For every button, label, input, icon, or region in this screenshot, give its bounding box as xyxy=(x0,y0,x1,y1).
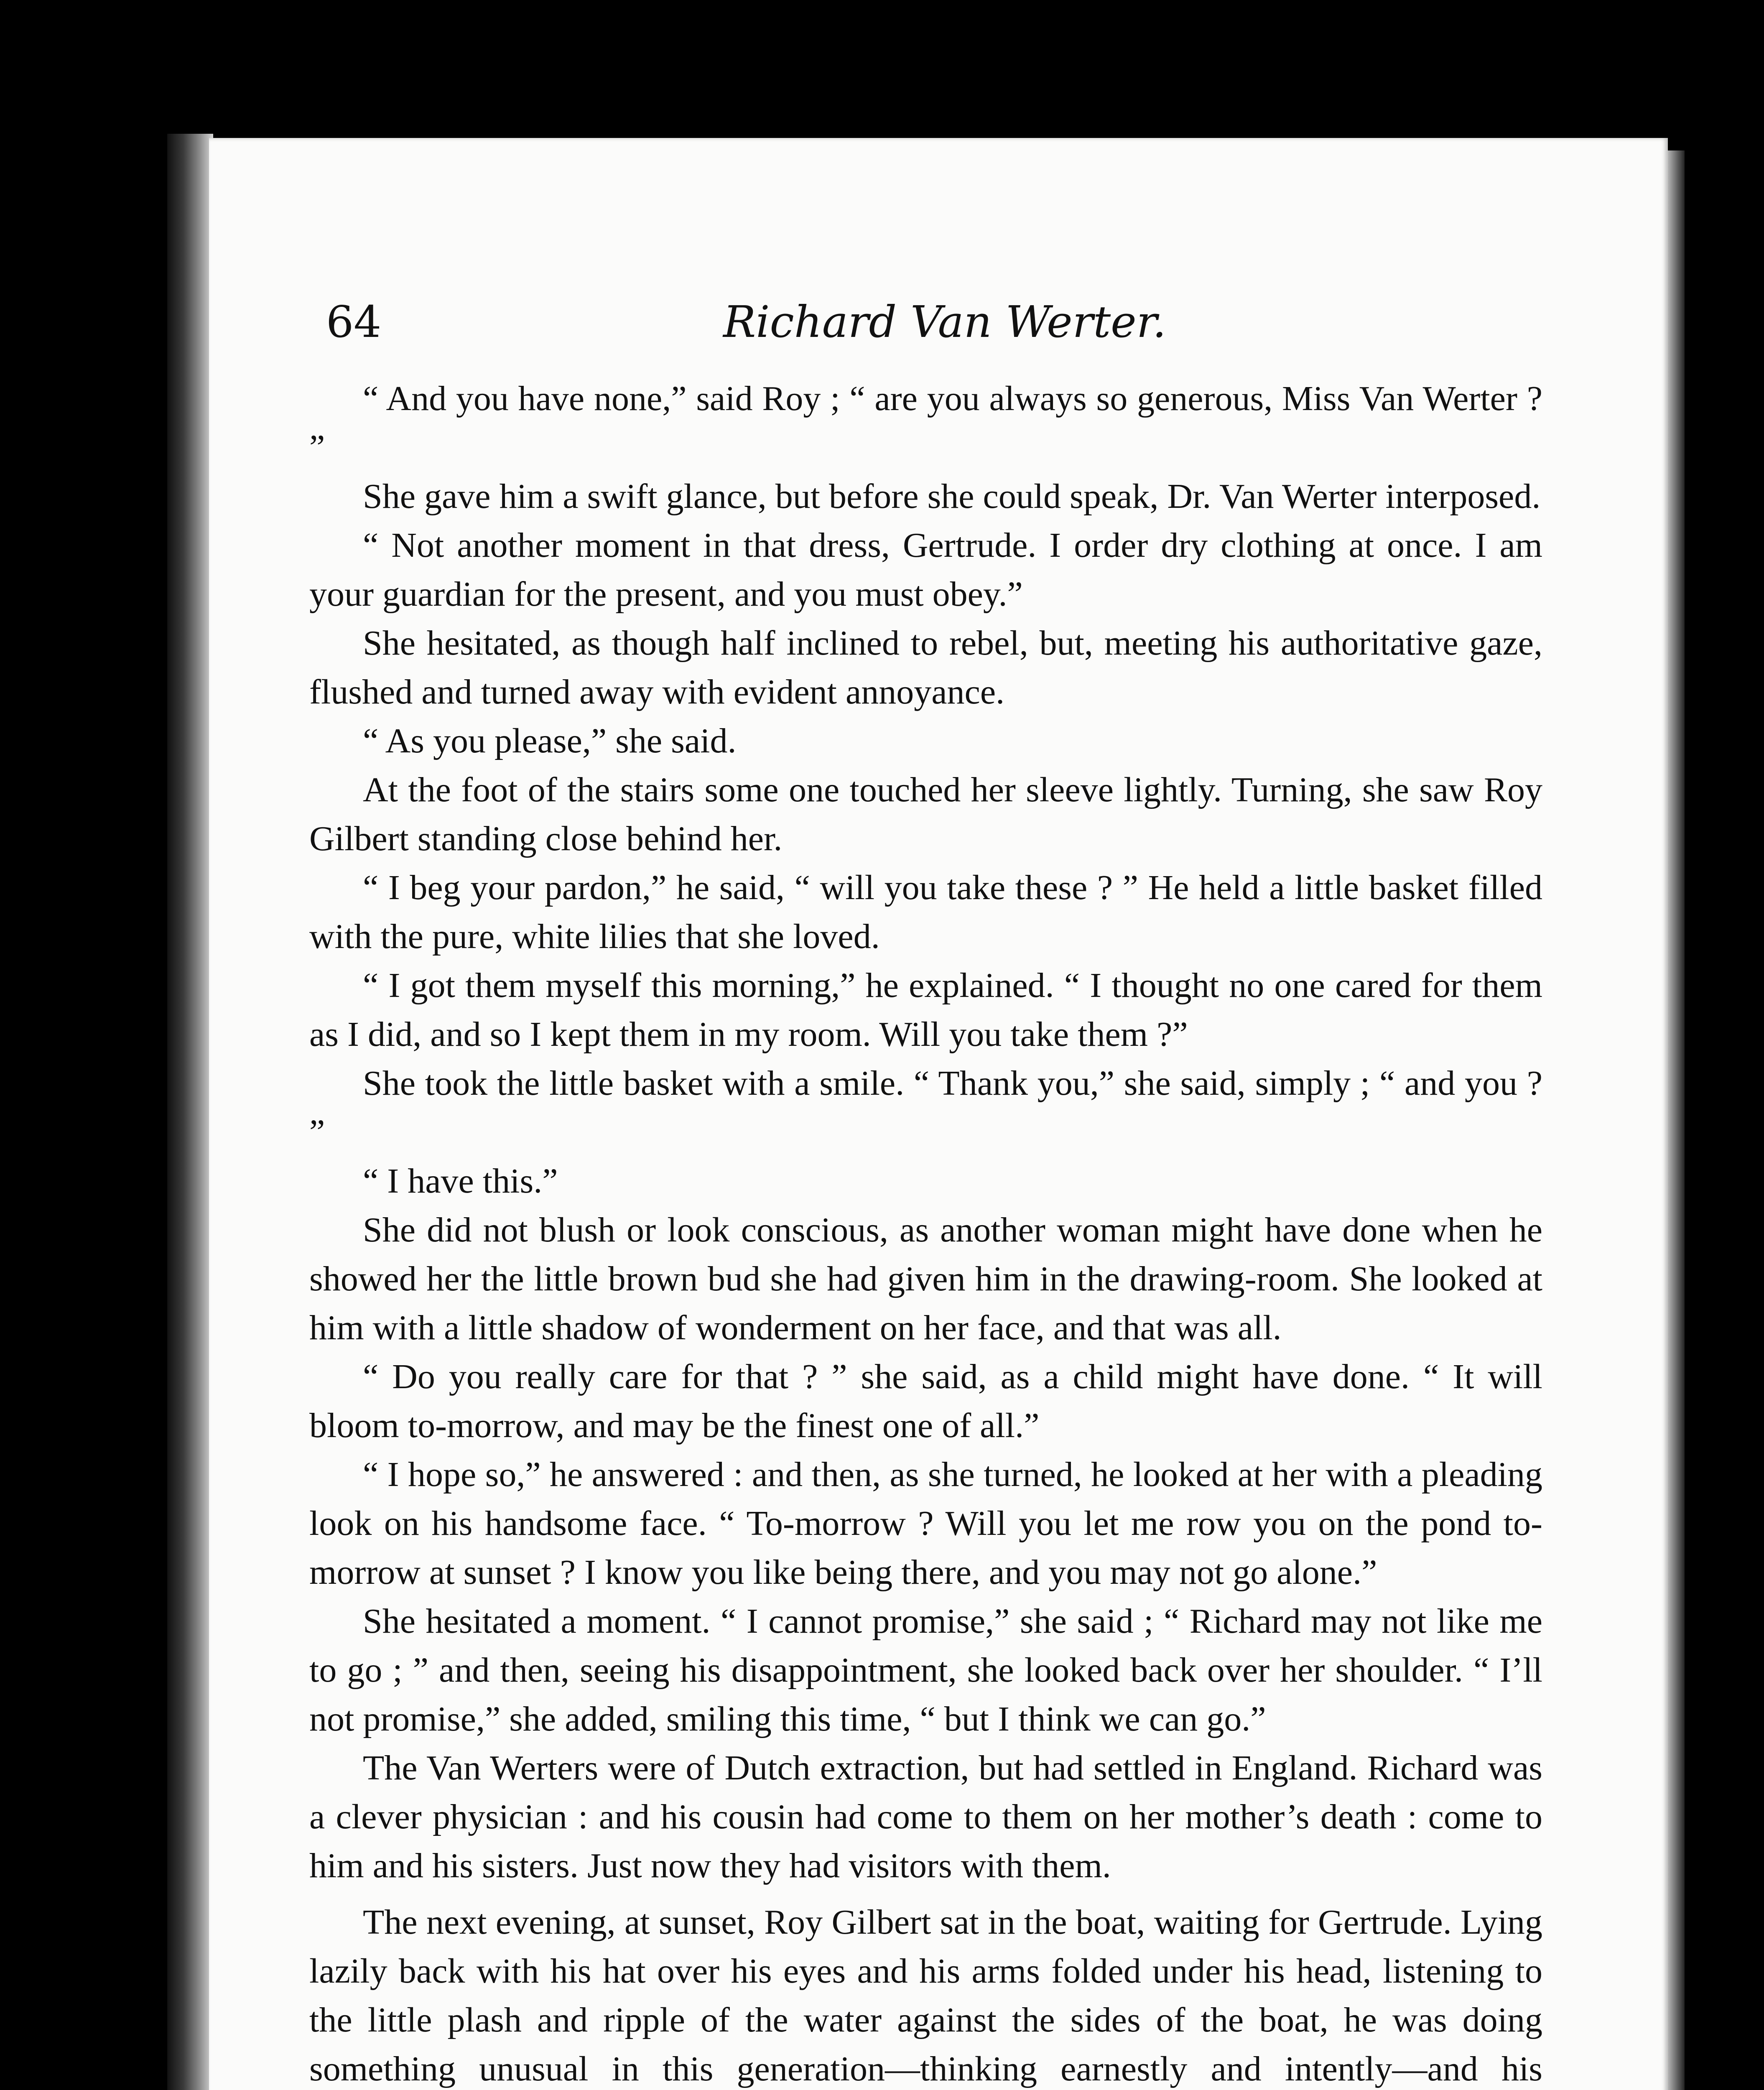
book-spine xyxy=(167,134,213,2090)
paragraph: She hesitated, as though half inclined to rebel, but, meeting his authoritative gaze, flushed and turned away with evident annoyance. xyxy=(309,624,1542,711)
paragraph: “ Do you really care for that ? ” she said, as a child might have done. “ It will bloom to-morrow, and may be the finest one of all.” xyxy=(309,1357,1542,1445)
paragraph: She did not blush or look conscious, as another woman might have done when he showed her the little brown bud she had given him in the drawing-room. She looked at him with a little shadow of wonderment on her face, and that was all. xyxy=(309,1211,1542,1347)
body-text xyxy=(309,374,1542,2090)
paragraph: She took the little basket with a smile. “ Thank you,” she said, simply ; “ and you ? ” xyxy=(309,1064,1542,1152)
paragraph: The next evening, at sunset, Roy Gilbert sat in the boat, waiting for Gertrude. Lying lazily back with his hat over his eyes and his arms folded under his head, listening to the little plash and ripple of the water against the sides of the boat, he was doing something unusual in this generation—thinking earnestly and intently—and his xyxy=(309,1903,1542,2088)
paragraph: “ Not another moment in that dress, Gertrude. I order dry clothing at once. I am your guardian for the present, and you must obey.” xyxy=(309,526,1542,614)
paragraph: At the foot of the stairs some one touched her sleeve lightly. Turning, she saw Roy Gilbert standing close behind her. xyxy=(309,770,1542,858)
paragraph: The Van Werters were of Dutch extraction, but had settled in England. Richard was a clever physician : and his cousin had come to them on her mother’s death : come to him and his sisters. Just now they had visitors with them. xyxy=(309,1748,1542,1885)
paragraph: “ I beg your pardon,” he said, “ will you take these ? ” He held a little basket filled with the pure, white lilies that she loved. xyxy=(309,868,1542,956)
running-title: Richard Van Werter. xyxy=(723,296,1167,347)
paragraph: She hesitated a moment. “ I cannot promise,” she said ; “ Richard may not like me to go ; ” and then, seeing his disappointment, she looked back over her shoulder. “ I’ll not promise,” she added, smiling this time, “ but I think we can go.” xyxy=(309,1602,1542,1738)
paragraph: “ I hope so,” he answered : and then, as she turned, he looked at her with a pleading look on his handsome face. “ To-morrow ? Will you let me row you on the pond to-morrow at sunset ? I know you like being there, and you may not go alone.” xyxy=(309,1455,1542,1592)
paragraph: “ I have this.” xyxy=(363,1162,558,1200)
page-header xyxy=(326,293,1563,351)
paragraph: “ As you please,” she said. xyxy=(363,721,737,760)
page-number: 64 xyxy=(326,296,382,347)
paragraph: “ And you have none,” said Roy ; “ are you always so generous, Miss Van Werter ? ” xyxy=(309,379,1542,467)
paragraph: “ I got them myself this morning,” he explained. “ I thought no one cared for them as I did, and so I kept them in my room. Will you take them ?” xyxy=(309,966,1542,1054)
page-edge-shadow xyxy=(1668,150,1685,2090)
paragraph: She gave him a swift glance, but before she could speak, Dr. Van Werter interposed. xyxy=(363,477,1541,516)
